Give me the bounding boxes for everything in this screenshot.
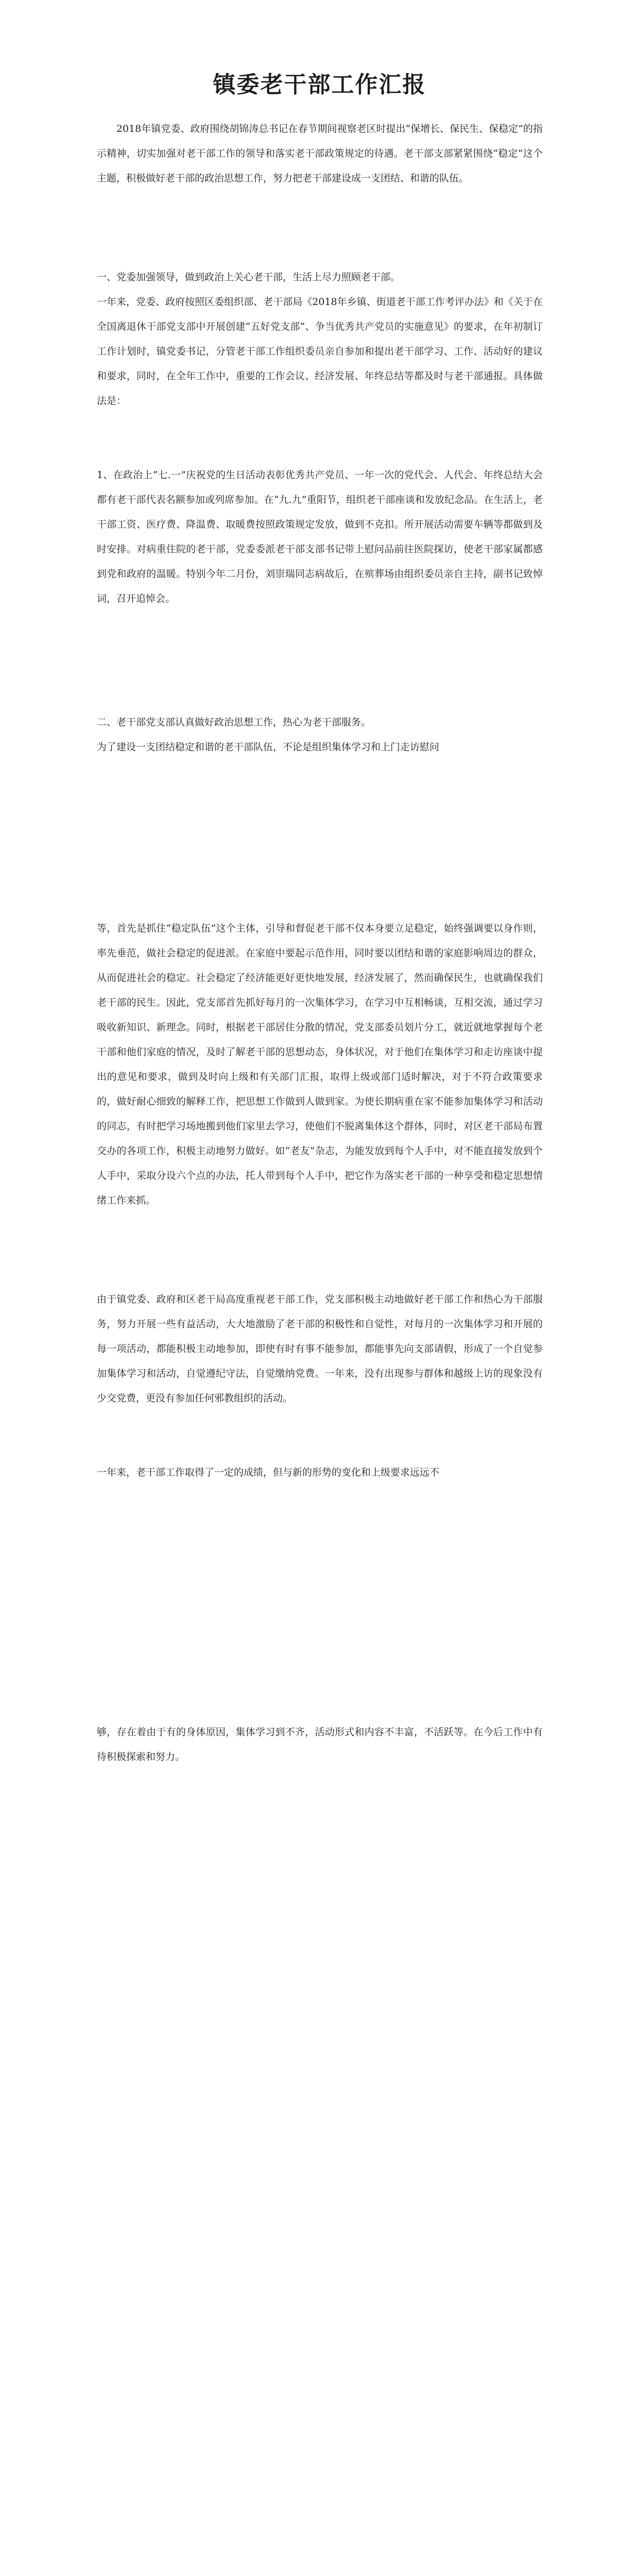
paragraph-intro: 2018年镇党委、政府围绕胡锦涛总书记在春节期间视察老区时提出“保增长、保民生、保稳定”的指示精神，切实加强对老干部工作的领导和落实老干部政策规定的待遇。老干部支部紧紧围绕“稳定”这个主题，积极做好老干部的政治思想工作，努力把老干部建设成一支团结、和谐的队伍。 <box>97 123 543 184</box>
paragraph-shortcomings: 够，存在着由于有的身体原因，集体学习到不齐，活动形式和内容不丰富，不活跃等。在今后工作中有待积极探索和努力。 <box>97 1726 543 1762</box>
paragraph-results: 由于镇党委、政府和区老干局高度重视老干部工作，党支部积极主动地做好老干部工作和热心为干部服务，努力开展一些有益活动，大大地激励了老干部的积极性和自觉性，对每月的一次集体学习和开展的每一项活动，都能积极主动地参加，即使有时有事不能参加，都能事先向支部请假，形成了一个自觉参加集体学习和活动，自觉遵纪守法，自觉缴纳党费。一年来，没有出现参与群体和越级上访的现象没有少交党费，更没有参加任何邪教组织的活动。 <box>97 1294 543 1404</box>
section-heading-1: 一、党委加强领导，做到政治上关心老干部，生活上尽力照顾老干部。 <box>97 272 401 283</box>
section-heading-2: 二、老干部党支部认真做好政治思想工作，热心为老干部服务。 <box>97 717 371 728</box>
paragraph-team-building: 为了建设一支团结稳定和谐的老干部队伍，不论是组织集体学习和上门走访慰问 <box>97 741 440 753</box>
paragraph-practice-1: 1、在政治上“七.一”庆祝党的生日活动表彰优秀共产党员、一年一次的党代会、人代会、年终总结大会都有老干部代表名额参加或列席参加。在“九.九”重阳节，组织老干部座谈和发放纪念品。在生活上，老干部工资、医疗费、降温费、取暖费按照政策规定发放，做到不克扣。所开展活动需要车辆等都做到及时安排。对病重住院的老干部，党委委派老干部支部书记带上慰问品前往医院探访，使老干部家属都感到党和政府的温暖。特别今年二月份，刘崇瑞同志病故后，在殡葬场由组织委员亲自主持，副书记致悼词，召开追悼会。 <box>97 469 543 604</box>
document-title: 镇委老干部工作汇报 <box>213 72 426 98</box>
paragraph-political-work: 等，首先是抓住“稳定队伍”这个主体，引导和督促老干部不仅本身要立足稳定，始终强调要以身作则，率先垂范，做社会稳定的促进派。在家庭中要起示范作用，同时要以团结和谐的家庭影响周边的群众，从而促进社会的稳定。社会稳定了经济能更好更快地发展，经济发展了，然而确保民生，也就确保我们老干部的民生。因此，党支部首先抓好每月的一次集体学习，在学习中互相畅谈，互相交流，通过学习吸收新知识、新理念。同时，根据老干部居住分散的情况，党支部委员划片分工，就近就地掌握每个老干部和他们家庭的情况，及时了解老干部的思想动态，身体状况，对于他们在集体学习和走访座谈中提出的意见和要求，做到及时向上级和有关部门汇报，取得上级或部门适时解决，对于不符合政策要求的，做好耐心细致的解释工作，把思想工作做到人做到家。为使长期病重在家不能参加集体学习和活动的同志，有时把学习场地搬到他们家里去学习，使他们不脱离集体这个群体，同时，对区老干部局布置交办的各项工作，积极主动地努力做好。如“老友”杂志，为能发放到每个人手中，对不能直接发放到个人手中，采取分设六个点的办法，托人带到每个人手中，把它作为落实老干部的一种享受和稳定思想情绪工作来抓。 <box>97 923 543 1206</box>
paragraph-summary: 一年来，老干部工作取得了一定的成绩，但与新的形势的变化和上级要求远远不 <box>97 1467 440 1478</box>
paragraph-party-leadership: 一年来，党委、政府按照区委组织部、老干部局《2018年乡镇、街道老干部工作考评办法》和《关于在全国离退休干部党支部中开展创建“五好党支部”、争当优秀共产党员的实施意见》的要求，在年初制订工作计划时，镇党委书记，分管老干部工作组织委员亲自参加和提出老干部学习、工作、活动好的建议和要求，同时，在全年工作中，重要的工作会议、经济发展、年终总结等都及时与老干部通报。具体做法是： <box>97 296 543 406</box>
